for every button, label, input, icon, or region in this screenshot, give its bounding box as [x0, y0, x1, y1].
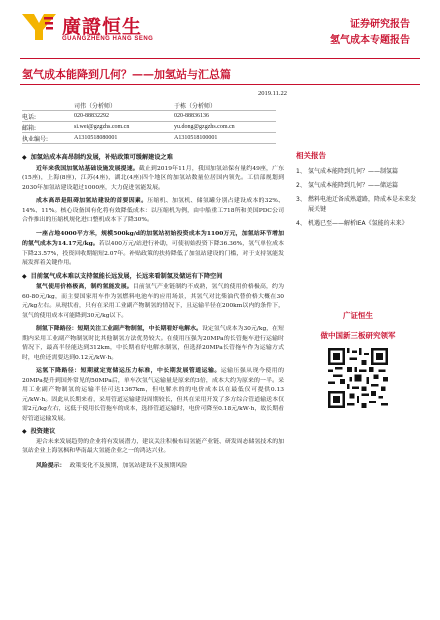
body-paragraph: 运氢下降路径：短期就定宽储运压力标准，中长期发展管道运输。运输压强从现今使用的20MPa提升到国外常见的50MPa后，单车次氢气运输量是原来的3倍，成本大约为原来的一半。采用工业副产物制氢的运输半径可达1367km，但电解水的的电价成本以在最低仅可提供0.13元/kW·h。固此从长期来看，采用管道运输建设周期较长，但其在采用开发了多方综合管道输送本仅需2元/kg左右，远低于使用长管拖车的成本，选择管道运输时，电价可降至0.18元/kW·h，故长期看好管道运输发展。 — [22, 367, 285, 422]
phone-value: 020-88836136 — [174, 113, 209, 119]
report-date: 2019.11.22 — [258, 90, 288, 97]
analyst-header-row — [22, 100, 276, 111]
email-link[interactable]: yu.dong@gzgzhs.com.cn — [174, 124, 235, 130]
related-report-item[interactable]: 2、 氢气成本能降到几何？——储运篇 — [296, 182, 399, 189]
report-title: 氢气成本能降到几何？——加氢站与汇总篇 — [22, 68, 231, 81]
diamond-bullet-icon: ◆ — [22, 154, 27, 161]
diamond-bullet-icon: ◆ — [22, 428, 27, 435]
related-report-item[interactable]: 1、 氢气成本能降到几何？——制氢篇 — [296, 168, 399, 175]
analyst-name: 于栋（分析师） — [174, 102, 217, 110]
analyst-name: 司伟（分析师） — [74, 102, 117, 110]
related-reports-list — [296, 167, 420, 229]
analyst-table — [22, 100, 276, 144]
body-paragraph: 一座占地4000平方米，规模500kg/d的加氢站初始投资成本为1100万元，加氢站环节增加的氢气成本为14.17元/kg。若以400万元/站进行补助，可使初始投资下降36.36%，氢气单位成本下降23.57%，投资回收期缩短2.07年。补贴政策的扶持降低了加氢站建设的门槛，对于支持氢能发展发挥着关键作用。 — [22, 229, 284, 266]
body-paragraph: 迎合未来发展趋势的企业将有发展潜力，建议关注积极布局氢能产业链、研发周态储氢技术的加氢站企业上海氢枫和华南最大氢能企业之一的鸿达兴业。 — [22, 438, 284, 454]
related-reports-title: 相关报告 — [296, 151, 326, 160]
promo-brand: 广证恒生 — [343, 311, 373, 320]
qr-code-icon — [328, 348, 388, 408]
section-heading: ◆ 投资建议 — [22, 428, 56, 435]
body-paragraph: 氢气使用价格极高，制约氢能发展。目前氢气产业链制约不成熟，氢气的使用价格极高，约为60-80元/kg，而主要国家用车作为氢燃料电池车的应用场景，其氢气对比柴油代替价格大概在30元/kg左右。从现状看，只有在采用工业副产物制氢的情况下，且运输半径在200km以内的条件下，氢气的使用成本可能降到30元/kg以下。 — [22, 283, 284, 319]
report-body — [22, 152, 284, 474]
related-report-item[interactable]: 4、 机遇已至——解析IEA《氢能的未来》 — [296, 220, 408, 227]
email-link[interactable]: si.wei@gzgzhs.com.cn — [74, 124, 130, 130]
diamond-bullet-icon: ◆ — [22, 272, 27, 280]
report-series: 氢气成本专题报告 — [330, 35, 410, 46]
phone-value: 020-88832292 — [74, 113, 109, 119]
body-paragraph: 成本高昂是阻碍加氢站建设的首要因素。压缩机、加氢机、储氢罐分别占建设成本的32%、14%、11%。核心设备国有化将有效降低成本：以压缩机为例，由中船重工718所和美国PDC公司合作推出的压缩机规化进口整机成本下了降30%。 — [22, 197, 285, 223]
row-label: 执业编号: — [22, 135, 49, 143]
body-paragraph: 制氢下降路径：短期关注工业副产物制氢，中长期看好电解水。设定氢气成本为30元/kg，在短期内采用工业副产物制氢时比其他制氢方法优势较大。在使用压强为20MPa的长管拖车进行运输时情况下，最高半径能达到312km，中长期看好电解水制氢，但选择20MPa长管拖车作为运输方式时，电价还需要达到0.12元/kW·h。 — [22, 325, 285, 361]
brand-name: 廣證恒生 — [62, 16, 143, 38]
related-report-item[interactable]: 3、 燃料电池迁备成熟道路，降成本是未来发展关键 — [296, 196, 417, 213]
section-heading: ◆ 加氢站成本高昂制约发展，补贴政策可缓解建设之难 — [22, 154, 173, 161]
body-paragraph: 近年来我国加氢站基础设施发展提速。截止到2019年11月，我国加氢站保有量约49座，广东(15座)，上海(8座)，江苏(4座)，湖北(4座)四个地区的加氢站数量位居国内领先。工信部规划到2030年加氢站建设超过1000座，大力促进氢能发展。 — [22, 164, 285, 191]
section-heading: ◆ 目前氢气成本难以支持氢能长远发展，长远来看制氢及储运有下降空间 — [22, 272, 223, 280]
row-label: 电话: — [22, 113, 37, 121]
analyst-phone-row — [22, 111, 276, 122]
related-reports — [296, 150, 420, 233]
analyst-email-row — [22, 122, 276, 133]
company-logo-icon — [22, 14, 56, 40]
risk-warning: 风险提示： 政策变化不及预期，加氢站建设不及预期风险 — [36, 461, 188, 469]
row-label: 邮箱: — [22, 124, 37, 132]
license-value: A1310518100001 — [174, 135, 218, 141]
license-value: A1310518080001 — [74, 135, 118, 141]
header-divider — [20, 58, 420, 59]
brand-name-en: GUANGZHENG HANG SENG — [62, 36, 154, 42]
analyst-license-row — [22, 133, 276, 144]
title-divider — [20, 84, 420, 85]
report-type: 证券研究报告 — [350, 19, 410, 30]
promo-slogan: 做中国新三板研究领军 — [320, 331, 396, 340]
